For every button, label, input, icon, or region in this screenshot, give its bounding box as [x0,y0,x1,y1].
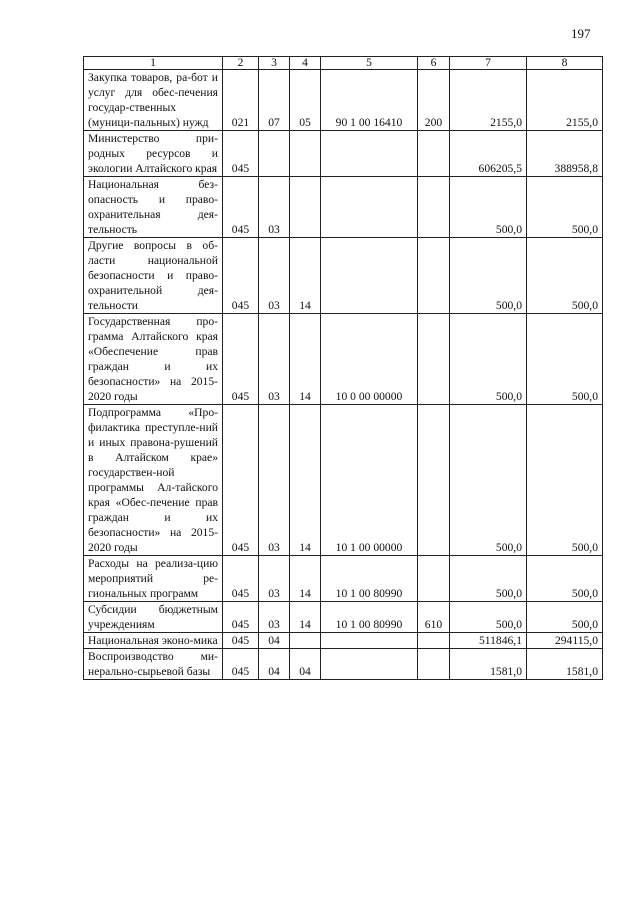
cell-col3: 04 [259,633,290,649]
cell-col8: 2155,0 [527,70,603,131]
cell-col2: 045 [223,177,259,238]
cell-col5: 10 0 00 00000 [321,314,418,405]
cell-col8: 500,0 [527,602,603,633]
cell-col3: 03 [259,314,290,405]
cell-col8: 500,0 [527,177,603,238]
row-name: Подпрограмма «Про-филактика преступле-ний и иных правона-рушений в Алтайском крае» государствен-ной программы Ал-тайского края «Обес-печение прав граждан и их безопасности» на 2015-2020 годы [84,405,223,556]
cell-col4: 14 [290,405,321,556]
row-name: Воспроизводство ми-нерально-сырьевой базы [84,649,223,680]
table-row [84,70,603,131]
row-name: Министерство при-родных ресурсов и экологии Алтайского края [84,131,223,177]
table-row [84,556,603,602]
cell-col7: 500,0 [450,405,527,556]
cell-col2: 045 [223,131,259,177]
table-row [84,314,603,405]
cell-col7: 606205,5 [450,131,527,177]
cell-col6 [418,131,450,177]
cell-col4: 14 [290,602,321,633]
cell-col5 [321,177,418,238]
cell-col8: 500,0 [527,314,603,405]
page-number: 197 [571,26,591,41]
cell-col7: 500,0 [450,238,527,314]
cell-col7: 500,0 [450,602,527,633]
column-header: 4 [290,57,321,70]
row-name: Расходы на реализа-цию мероприятий ре-гиональных программ [84,556,223,602]
row-name: Закупка товаров, ра-бот и услуг для обес-печения государ-ственных (муници-пальных) нужд [84,70,223,131]
cell-col4 [290,633,321,649]
row-name: Национальная эконо-мика [84,633,223,649]
table-row [84,649,603,680]
cell-col4: 14 [290,556,321,602]
cell-col5: 10 1 00 80990 [321,602,418,633]
cell-col8: 500,0 [527,238,603,314]
cell-col3: 03 [259,238,290,314]
column-header: 1 [84,57,223,70]
cell-col6 [418,633,450,649]
cell-col2: 045 [223,238,259,314]
cell-col2: 045 [223,649,259,680]
cell-col7: 511846,1 [450,633,527,649]
cell-col2: 045 [223,602,259,633]
cell-col2: 021 [223,70,259,131]
cell-col6: 610 [418,602,450,633]
table-row [84,238,603,314]
cell-col7: 2155,0 [450,70,527,131]
cell-col7: 500,0 [450,177,527,238]
column-header: 8 [527,57,603,70]
cell-col6: 200 [418,70,450,131]
row-name: Национальная без-опасность и право-охранительная дея-тельность [84,177,223,238]
cell-col8: 500,0 [527,405,603,556]
cell-col5 [321,649,418,680]
table-row [84,633,603,649]
cell-col3: 03 [259,556,290,602]
table-row [84,177,603,238]
cell-col4 [290,177,321,238]
cell-col7: 500,0 [450,314,527,405]
header-row [84,57,603,70]
cell-col4: 14 [290,314,321,405]
cell-col6 [418,405,450,556]
cell-col8: 1581,0 [527,649,603,680]
cell-col5 [321,131,418,177]
column-header: 2 [223,57,259,70]
table-row [84,602,603,633]
cell-col2: 045 [223,405,259,556]
cell-col5: 10 1 00 00000 [321,405,418,556]
cell-col6 [418,314,450,405]
cell-col2: 045 [223,556,259,602]
table-row [84,131,603,177]
cell-col5: 10 1 00 80990 [321,556,418,602]
cell-col3: 07 [259,70,290,131]
cell-col2: 045 [223,633,259,649]
cell-col2: 045 [223,314,259,405]
cell-col7: 500,0 [450,556,527,602]
cell-col3: 03 [259,602,290,633]
cell-col6 [418,556,450,602]
column-header: 7 [450,57,527,70]
cell-col6 [418,177,450,238]
row-name: Субсидии бюджетным учреждениям [84,602,223,633]
cell-col3 [259,131,290,177]
cell-col3: 03 [259,405,290,556]
cell-col6 [418,649,450,680]
row-name: Государственная про-грамма Алтайского края «Обеспечение прав граждан и их безопасности» на 2015-2020 годы [84,314,223,405]
row-name: Другие вопросы в об-ласти национальной безопасности и право-охранительной дея-тельности [84,238,223,314]
cell-col7: 1581,0 [450,649,527,680]
cell-col3: 03 [259,177,290,238]
cell-col5: 90 1 00 16410 [321,70,418,131]
cell-col4: 04 [290,649,321,680]
cell-col6 [418,238,450,314]
budget-table [83,56,603,680]
cell-col5 [321,633,418,649]
cell-col4: 14 [290,238,321,314]
cell-col5 [321,238,418,314]
cell-col8: 500,0 [527,556,603,602]
cell-col4: 05 [290,70,321,131]
cell-col8: 388958,8 [527,131,603,177]
column-header: 3 [259,57,290,70]
table-row [84,405,603,556]
column-header: 6 [418,57,450,70]
cell-col4 [290,131,321,177]
cell-col3: 04 [259,649,290,680]
cell-col8: 294115,0 [527,633,603,649]
column-header: 5 [321,57,418,70]
